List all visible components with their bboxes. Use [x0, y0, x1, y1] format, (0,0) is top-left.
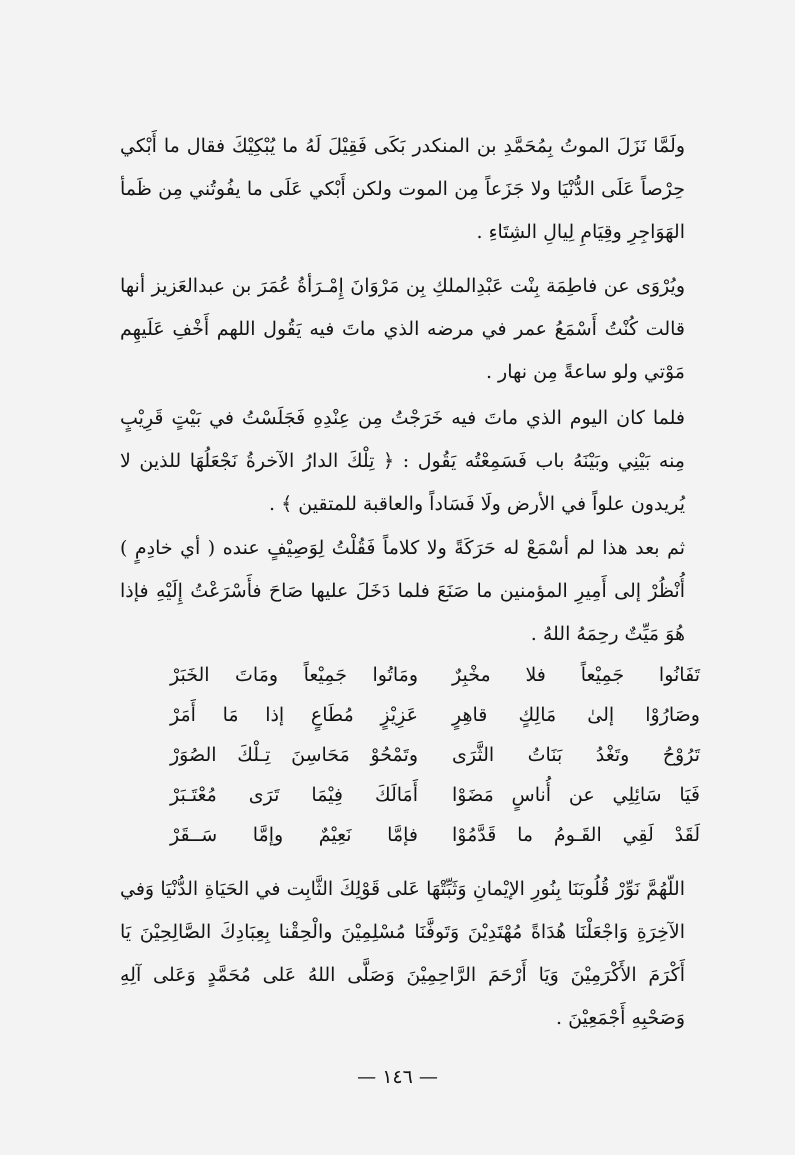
- page-number: — ١٤٦ —: [357, 1066, 438, 1088]
- poem-hemistich-second: ومَاتُوا جَمِيْعاً ومَاتَ الخَبَرْ: [170, 664, 418, 686]
- poem-verse: [170, 735, 700, 775]
- poem-verse: [170, 775, 700, 815]
- poem-hemistich-first: لَقَدْ لَقِي القَـومُ ما قَدَّمُوْا: [452, 824, 700, 846]
- poem-verse: [170, 695, 700, 735]
- poem-hemistich-first: تَرُوْحُ وتَغْدُ بَنَاتُ الثَّرَى: [452, 744, 700, 766]
- paragraph-ibn-munkadir: ولَمَّا نَزَلَ الموتُ بِمُحَمَّدِ بن المنكدر بَكَى فَقِيْلَ لَهُ ما يُبْكِيْكَ فقال ما أَبْكي حِرْصاً عَلَى الدُّنْيَا ولا جَزَعاً مِن الموت ولكن أَبْكي عَلَى ما يفُوتُني مِن ظَمأ الهَوَاجِرِ وقِيَامِ لِيالِ الشِتَاءِ .: [120, 135, 685, 243]
- poem-hemistich-first: فَيَا سَائِلِي عن أُناسٍ مَضَوْا: [452, 784, 700, 806]
- poem-hemistich-first: وصَارُوْا إلىٰ مَالِكٍ قاهِرٍ: [452, 704, 700, 726]
- poem-verse: [170, 655, 700, 695]
- poem: [170, 655, 700, 855]
- poem-hemistich-first: تَفَانُوا جَمِيْعاً فلا مخْبِرٌ: [452, 664, 700, 686]
- poem-hemistich-second: فإمَّا نَعِيْمٌ وإمَّا سَــقَرْ: [170, 824, 418, 846]
- paragraph-prayer: اللّهُمَّ نَوِّرْ قُلُوبَنَا بِنُورِ الإيْمانِ وَثَبِّتْهَا عَلى قَوْلِكَ الثَّابِت في الحَيَاةِ الدُّنْيَا وَفي الآخِرَةِ وَاجْعَلْنَا هُدَاةً مُهْتَدِيْنَ وَتَوفَّنَا مُسْلِمِيْنَ والْحِقْنا بِعِبَادِكَ الصَّالِحِيْنَ يَا أَكْرَمَ الأَكْرَمِيْنَ وَيَا أَرْحَمَ الرَّاحِمِيْنَ وَصَلَّى اللهُ عَلى مُحَمَّدٍ وَعَلى آلِهِ وَصَحْبِهِ أَجْمَعِيْنَ .: [120, 878, 685, 1029]
- paragraph-last-day: فلما كان اليوم الذي ماتَ فيه خَرَجْتُ مِن عِنْدِهِ فَجَلَسْتُ في بَيْتٍ قَرِيْبٍ مِنه بَيْنِي وبَيْنَهُ باب فَسَمِعْتُه يَقُول : ﴿ تِلْكَ الدارُ الآخرةُ نَجْعَلُهَا للذين لا يُريدون علواً في الأرض ولَا فَسَاداً والعاقبة للمتقين ﴾ .: [120, 407, 685, 515]
- paragraph-fatima: ويُرْوَى عن فاطِمَة بِنْت عَبْدِالملكِ بِن مَرْوَانَ إِمْـرَأةُ عُمَرَ بن عبدالعَزيز أنها قالت كُنْتُ أَسْمَعُ عمر في مرضه الذي ماتَ فيه يَقُول اللهم أَخْفِ عَلَيهِم مَوْتي ولو ساعةً مِن نهار .: [120, 275, 685, 383]
- poem-verse: [170, 815, 700, 855]
- poem-hemistich-second: وتَمْحُوْ مَحَاسِنَ تِـلْكَ الصُوَرْ: [170, 744, 418, 766]
- poem-hemistich-second: أَمَالَكَ فِيْمَا تَرَى مُعْتَـبَرْ: [170, 784, 418, 806]
- poem-hemistich-second: عَزِيْزٍ مُطَاعٍ إذا مَا أَمَرْ: [170, 704, 418, 726]
- paragraph-death: ثم بعد هذا لم أسْمَعْ له حَرَكَةً ولا كلاماً فَقُلْتُ لِوَصِيْفٍ عنده ( أي خادِمٍ ) أُنْظُرْ إلى أَمِيرِ المؤمنين ما صَنَعَ فلما دَخَلَ عليها صَاحَ فأَسْرَعْتُ إِلَيْهِ فإذا هُوَ مَيِّتٌ رحِمَهُ اللهُ .: [120, 537, 685, 645]
